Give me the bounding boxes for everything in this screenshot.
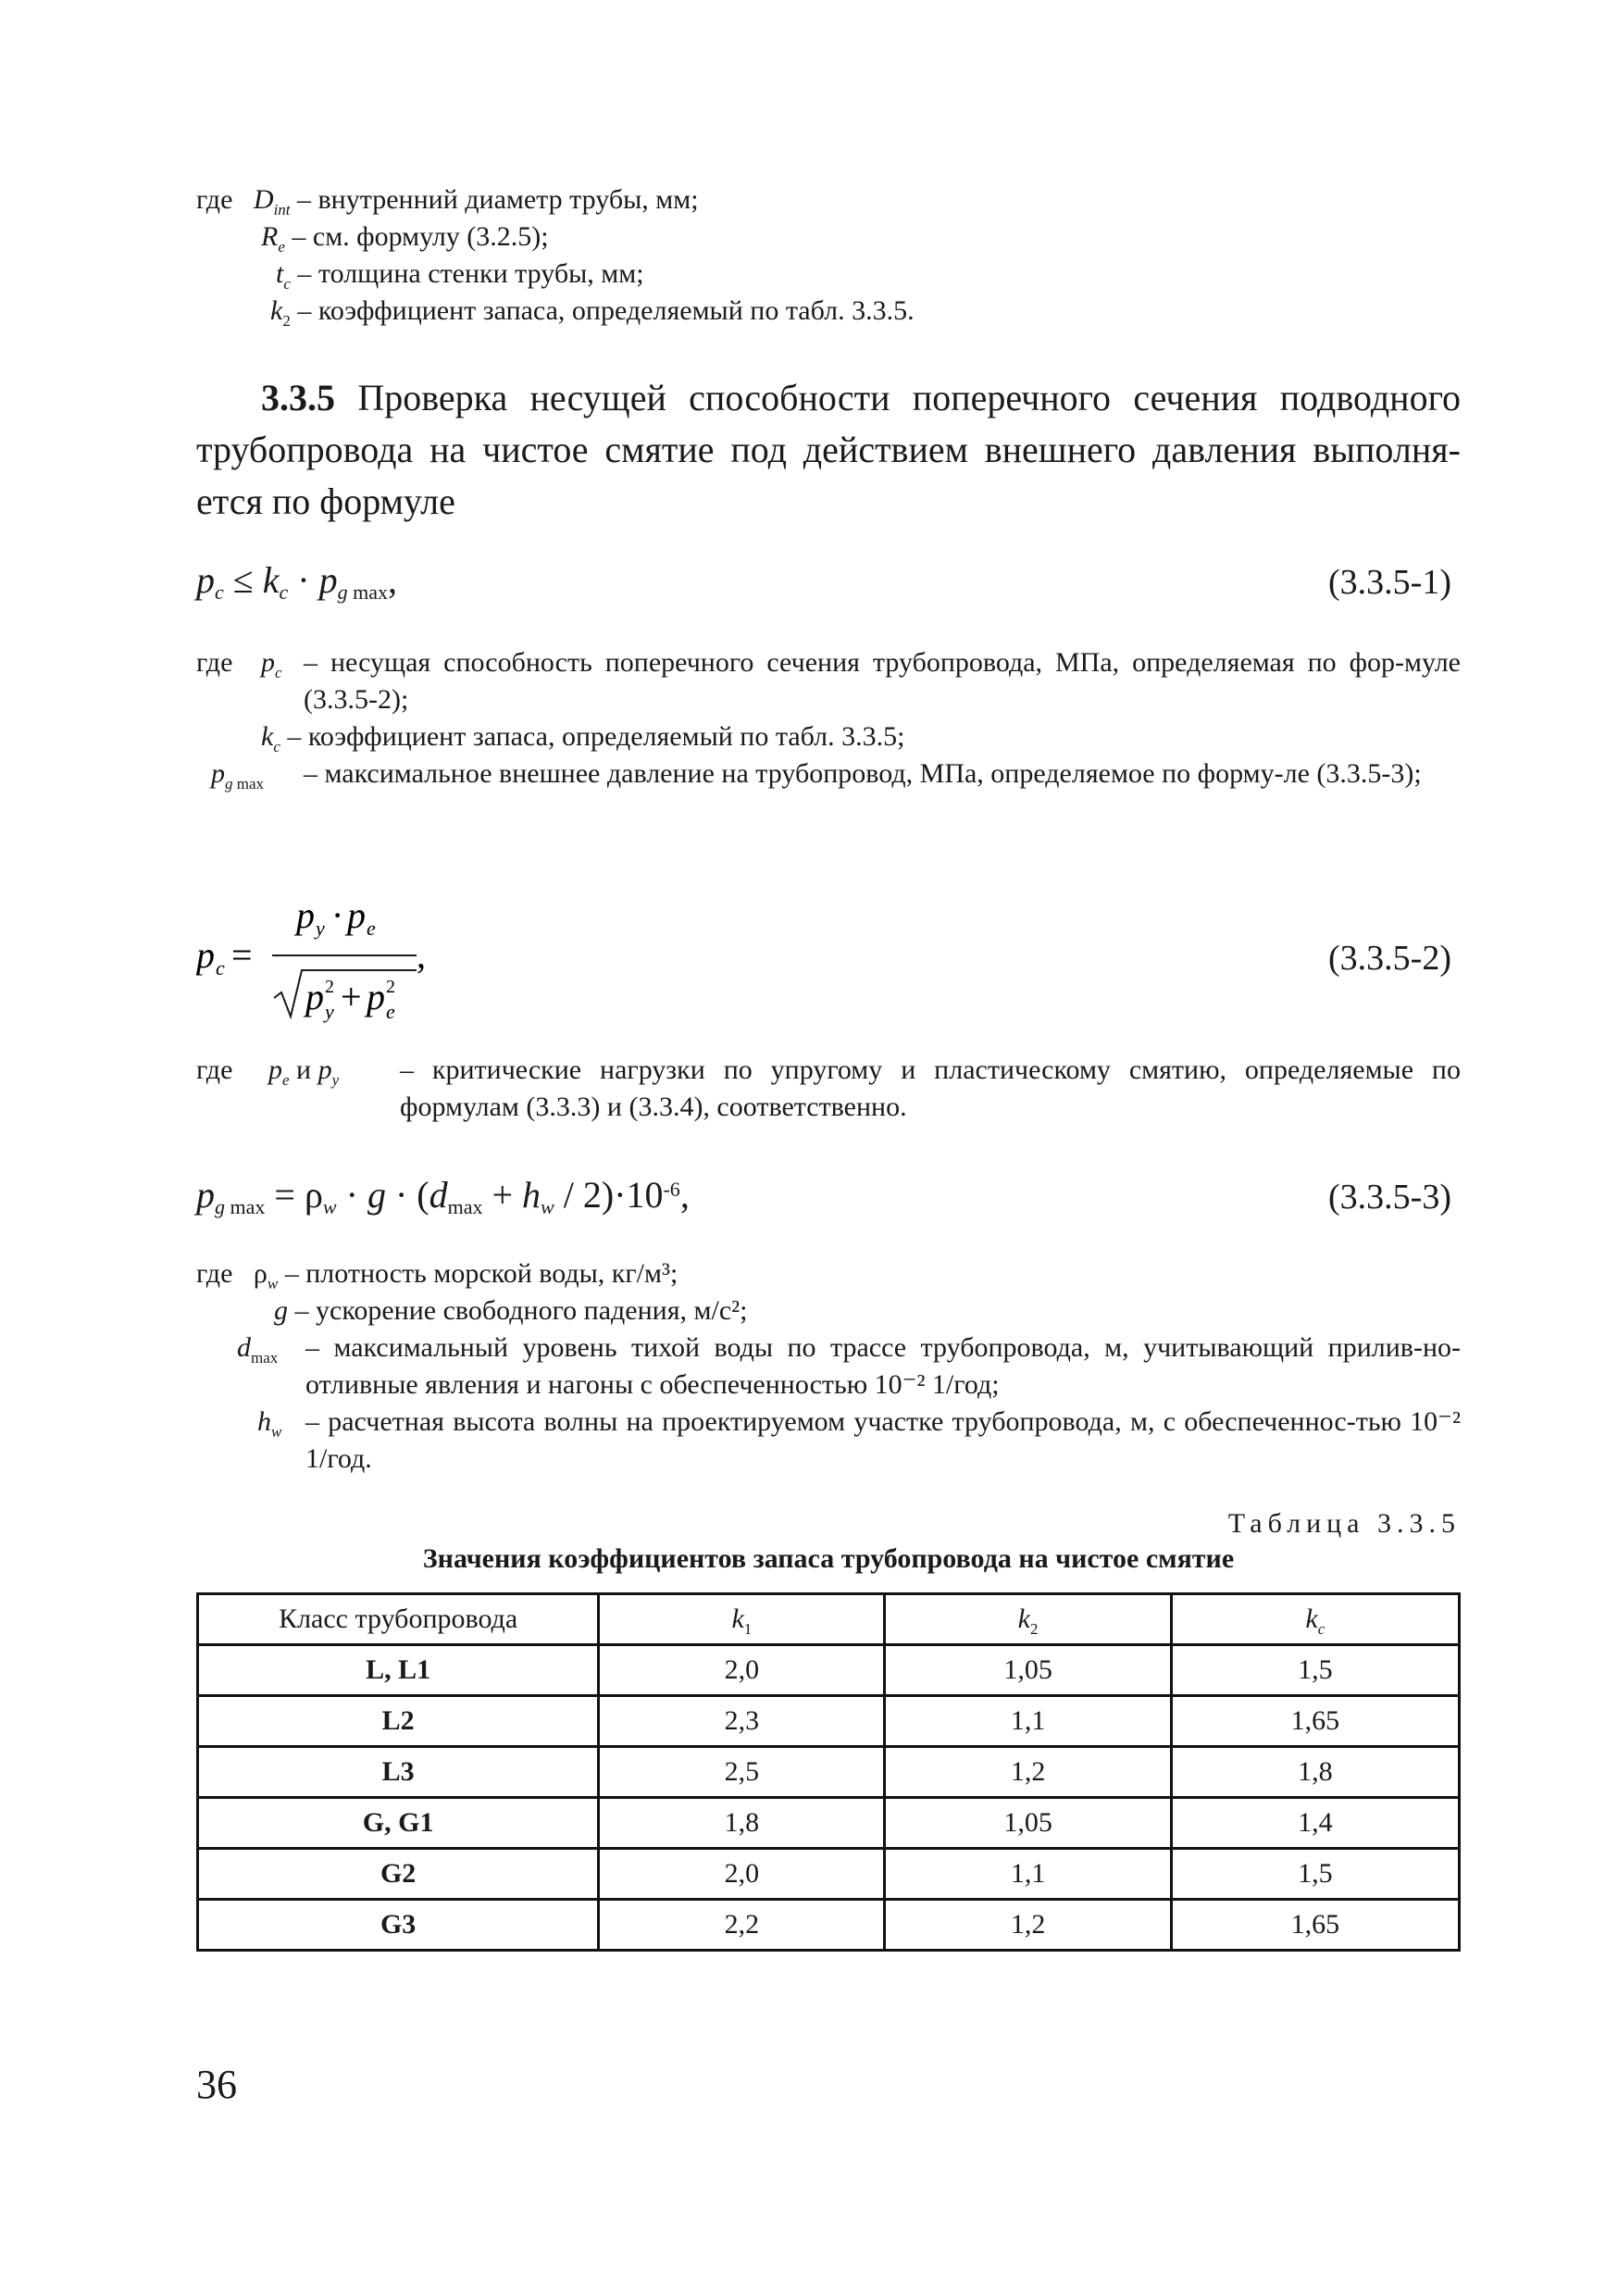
def-pc-lead [196,644,232,681]
def-lead: где [196,647,233,678]
def-tc [276,256,644,293]
section-text: Проверка несущей способности поперечного сечения подводного трубопровода на чистое смятие под действием внешнего давления выполня-ется по формуле [196,377,1462,522]
section-number: 3.3.5 [261,377,335,418]
cell-kc: 1,5 [1171,1849,1459,1900]
def-pe-py-vars: $p_e$ и $p_y$ [268,1054,340,1089]
var-sub: e [278,238,285,256]
header-k2: $k_2$ [885,1594,1171,1645]
def-text: – см. формулу (3.2.5); [292,221,549,252]
def-text: – максимальное внешнее давление на трубопровод, МПа, определяемое по форму-ле (3.3.5-3); [304,758,1422,789]
table-row [198,1747,1460,1798]
svg-text:2: 2 [325,977,334,997]
var-sub: 2 [282,312,291,330]
equation-1: $p_c \le k_c \cdot p_{g max}$, [196,559,397,604]
def-pg-var: $p_{g max}$ [211,758,265,792]
def-text: – коэффициент запаса, определяемый по табл. 3.3.5. [297,295,915,326]
svg-text:e: e [367,917,376,940]
def-g: g – ускорение свободного падения, м/с²; [274,1295,748,1326]
table-row [198,1900,1460,1951]
var-k: k [270,295,283,326]
svg-text:e: e [386,1000,395,1023]
def-text: – толщина стенки трубы, мм; [297,258,644,289]
cell-k2: 1,1 [885,1849,1171,1900]
def-kc: $k_c$ – коэффициент запаса, определяемый по табл. 3.3.5; [261,721,905,755]
header-kc: $k_c$ [1171,1594,1459,1645]
cell-k2: 1,2 [885,1747,1171,1798]
def-text: – критические нагрузки по упругому и пластическому смятию, определяемые по формулам (3.3.3) и (3.3.4), соответственно. [400,1054,1461,1122]
cell-kc: 1,8 [1171,1747,1459,1798]
cell-class: G2 [198,1849,599,1900]
equation-2-number: (3.3.5-2) [1328,939,1451,978]
cell-kc: 1,5 [1171,1645,1459,1696]
table-header-row [198,1594,1460,1645]
def-text: – плотность морской воды, кг/м³; [284,1258,678,1289]
def-text: – расчетная высота волны на проектируемом участке трубопровода, м, с обеспеченнос-тью 10⁻² 1/год. [305,1406,1461,1474]
svg-text:p: p [296,894,315,936]
def-text: – коэффициент запаса, определяемый по табл. 3.3.5; [287,721,905,752]
svg-text:·: · [331,894,344,936]
equation-1-number: (3.3.5-1) [1328,563,1451,602]
cell-k1: 2,0 [599,1645,885,1696]
cell-kc: 1,65 [1171,1900,1459,1951]
def-pc [304,644,1461,718]
def-hw [305,1404,1461,1478]
var-t: t [276,258,284,289]
svg-text:y: y [325,1000,334,1023]
cell-class: L3 [198,1747,599,1798]
table-title: Значения коэффициентов запаса трубопровода на чистое смятие [422,1543,1235,1574]
svg-text:p: p [196,934,215,976]
cell-kc: 1,4 [1171,1798,1459,1849]
var-sub: int [273,201,291,218]
header-class: Класс трубопровода [198,1594,599,1645]
table-label: Таблица 3.3.5 [1227,1508,1461,1539]
def-pe-py-lead [196,1052,232,1089]
header-k1: $k_1$ [599,1594,885,1645]
equation-3: $p_{g max} = \rho_w \cdot g \cdot (d_{max} + h_w / 2)\cdot 10^{-6}$, [196,1174,690,1218]
cell-k1: 2,2 [599,1900,885,1951]
equation-2-svg [196,880,492,1028]
def-d-int [196,181,699,218]
table-row [198,1696,1460,1747]
cell-k1: 2,3 [599,1696,885,1747]
def-pg [304,755,1461,792]
cell-k2: 1,05 [885,1798,1171,1849]
section-paragraph [196,372,1461,528]
cell-k1: 1,8 [599,1798,885,1849]
svg-text:y: y [316,917,325,940]
svg-text:p: p [305,976,324,1017]
cell-class: L, L1 [198,1645,599,1696]
cell-kc: 1,65 [1171,1696,1459,1747]
table-row [198,1798,1460,1849]
def-lead: где [196,1054,233,1085]
def-rho: где $\rho_w$ – плотность морской воды, кг/м³; [196,1258,678,1292]
def-text: – несущая способность поперечного сечения трубопровода, МПа, определяемая по фор-муле (3.3.5-2); [304,647,1461,715]
cell-class: G, G1 [198,1798,599,1849]
page-number: 36 [196,2062,237,2107]
def-k2 [270,293,915,330]
var-r: R [261,221,279,252]
def-text: – внутренний диаметр трубы, мм; [297,184,699,215]
def-lead: где [196,1258,233,1289]
cell-class: L2 [198,1696,599,1747]
svg-text:+: + [341,976,362,1017]
svg-text:2: 2 [386,977,395,997]
def-dmax [305,1329,1461,1404]
cell-k1: 2,5 [599,1747,885,1798]
def-pe-py [400,1052,1461,1126]
equation-2 [196,880,474,1028]
var-d: D [253,184,274,215]
svg-text:c: c [216,956,225,980]
cell-k2: 1,2 [885,1900,1171,1951]
svg-text:=: = [231,934,253,976]
svg-text:p: p [367,976,385,1017]
def-text: – максимальный уровень тихой воды по трассе трубопровода, м, учитывающий прилив-но-отливные явления и нагоны с обеспеченностью 10⁻² 1/год; [305,1332,1461,1400]
coefficients-table [196,1592,1461,1952]
def-re [261,218,549,256]
def-pc-var: $p_c$ [261,647,282,681]
var-sub: c [283,275,291,293]
conjunction: и [296,1054,312,1085]
def-text: – ускорение свободного падения, м/с²; [294,1295,748,1326]
cell-class: G3 [198,1900,599,1951]
svg-text:p: p [347,894,366,936]
def-dmax-var: $d_{max}$ [237,1332,279,1366]
table-row [198,1645,1460,1696]
def-lead: где [196,184,233,215]
cell-k2: 1,05 [885,1645,1171,1696]
svg-text:,: , [417,934,426,976]
def-hw-var: $h_w$ [257,1406,282,1441]
equation-3-number: (3.3.5-3) [1328,1178,1451,1217]
cell-k1: 2,0 [599,1849,885,1900]
cell-k2: 1,1 [885,1696,1171,1747]
table-row [198,1849,1460,1900]
